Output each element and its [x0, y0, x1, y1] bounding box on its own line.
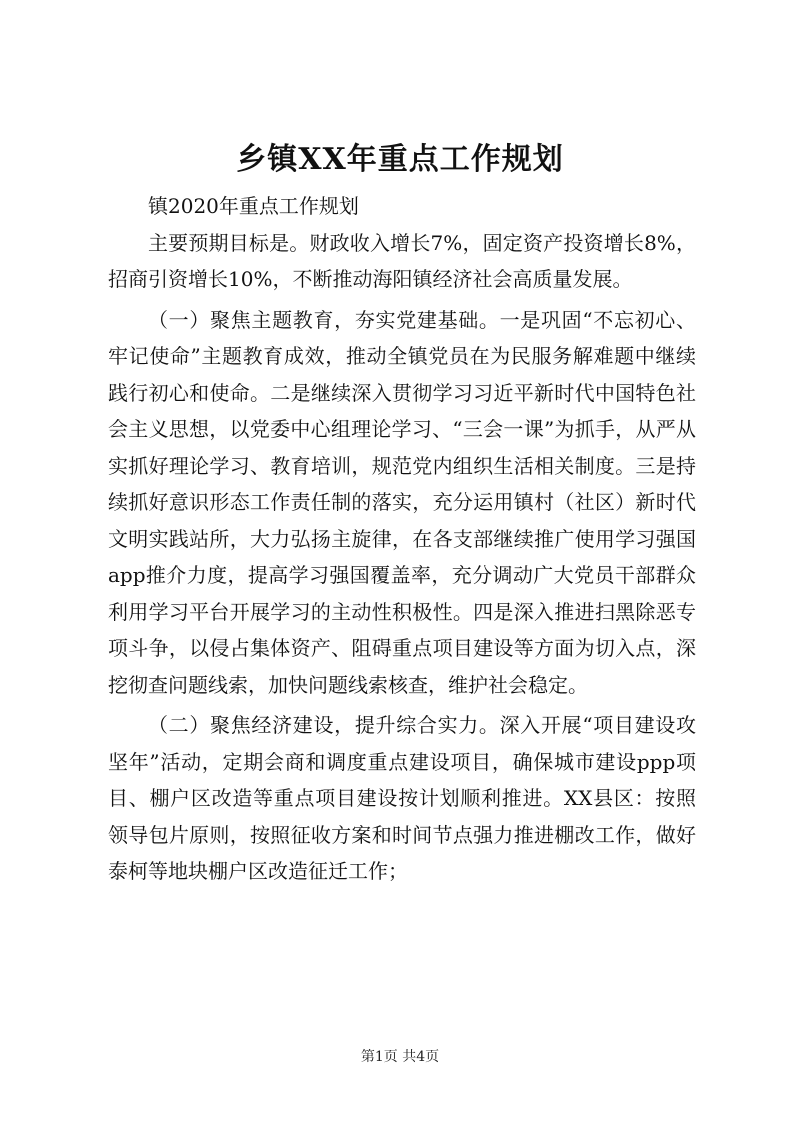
page-title: 乡镇XX年重点工作规划: [236, 142, 564, 177]
paragraph-economic-construction: （二）聚焦经济建设，提升综合实力。深入开展“项目建设攻坚年”活动，定期会商和调度重点建设项目，确保城市建设ppp项目、棚户区改造等重点项目建设按计划顺利推进。XX县区：按照领导包片原则，按照征收方案和时间节点强力推进棚改工作，做好泰柯等地块棚户区改造征迁工作；: [108, 713, 696, 883]
paragraph-targets: 主要预期目标是。财政收入增长7%，固定资产投资增长8%，招商引资增长10%，不断推动海阳镇经济社会高质量发展。: [108, 230, 696, 291]
paragraph-subtitle: 镇2020年重点工作规划: [148, 194, 359, 218]
paragraph-party-building: （一）聚焦主题教育，夯实党建基础。一是巩固“不忘初心、牢记使命”主题教育成效，推动全镇党员在为民服务解难题中继续践行初心和使命。二是继续深入贯彻学习习近平新时代中国特色社会主义思想，以党委中心组理论学习、“三会一课”为抓手，从严从实抓好理论学习、教育培训，规范党内组织生活相关制度。三是持续抓好意识形态工作责任制的落实，充分运用镇村（社区）新时代文明实践站所，大力弘扬主旋律，在各支部继续推广使用学习强国app推介力度，提高学习强国覆盖率，充分调动广大党员干部群众利用学习平台开展学习的主动性积极性。四是深入推进扫黑除恶专项斗争，以侵占集体资产、阻碍重点项目建设等方面为切入点，深挖彻查问题线索，加快问题线索核查，维护社会稳定。: [108, 307, 696, 697]
page-footer: 第1页 共4页: [360, 1049, 440, 1065]
document-body: [108, 188, 696, 890]
